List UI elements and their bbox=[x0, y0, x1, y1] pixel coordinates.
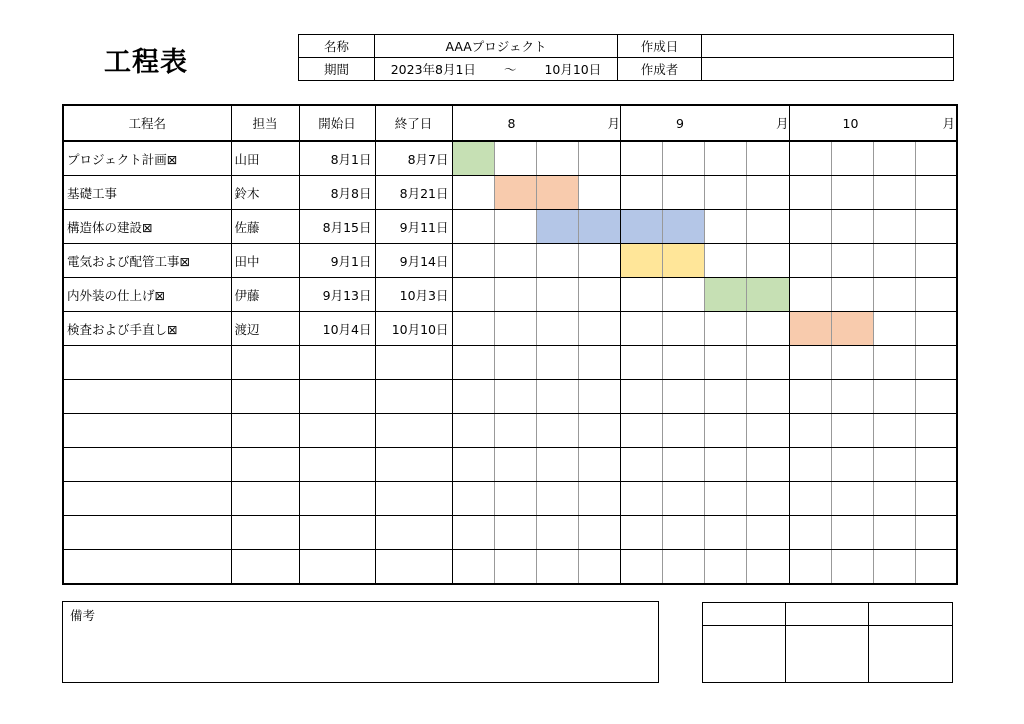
gantt-cell[interactable] bbox=[494, 278, 536, 312]
name-value[interactable]: AAAプロジェクト bbox=[375, 35, 618, 58]
schedule-row bbox=[63, 380, 957, 414]
end-date-cell[interactable] bbox=[375, 448, 452, 482]
gantt-cell[interactable] bbox=[452, 278, 494, 312]
gantt-cell[interactable] bbox=[705, 176, 747, 210]
gantt-cell[interactable] bbox=[831, 346, 873, 380]
gantt-cell[interactable] bbox=[747, 244, 789, 278]
gantt-cell[interactable] bbox=[747, 312, 789, 346]
gantt-cell[interactable] bbox=[536, 312, 578, 346]
gantt-cell[interactable] bbox=[536, 448, 578, 482]
gantt-bar-cell[interactable] bbox=[831, 312, 873, 346]
gantt-cell[interactable] bbox=[663, 312, 705, 346]
task-name-cell[interactable] bbox=[63, 482, 231, 516]
gantt-cell[interactable] bbox=[705, 380, 747, 414]
stamp-header-cell[interactable] bbox=[869, 603, 953, 626]
gantt-cell[interactable] bbox=[536, 414, 578, 448]
gantt-cell[interactable] bbox=[789, 210, 831, 244]
notes-box[interactable] bbox=[62, 601, 659, 683]
gantt-cell[interactable] bbox=[621, 516, 663, 550]
gantt-cell[interactable] bbox=[705, 516, 747, 550]
gantt-cell[interactable] bbox=[494, 312, 536, 346]
gantt-cell[interactable] bbox=[663, 278, 705, 312]
end-date-cell[interactable] bbox=[375, 516, 452, 550]
gantt-cell[interactable] bbox=[873, 278, 915, 312]
gantt-cell[interactable] bbox=[831, 414, 873, 448]
gantt-cell[interactable] bbox=[915, 210, 957, 244]
gantt-cell[interactable] bbox=[452, 176, 494, 210]
gantt-cell[interactable] bbox=[494, 346, 536, 380]
gantt-bar-cell[interactable] bbox=[663, 210, 705, 244]
start-date-cell[interactable]: 10月4日 bbox=[299, 312, 375, 346]
gantt-cell[interactable] bbox=[621, 380, 663, 414]
schedule-row bbox=[63, 346, 957, 380]
gantt-cell[interactable] bbox=[873, 210, 915, 244]
task-name-cell[interactable] bbox=[63, 516, 231, 550]
gantt-cell[interactable] bbox=[873, 176, 915, 210]
end-date-cell[interactable]: 10月10日 bbox=[375, 312, 452, 346]
gantt-cell[interactable] bbox=[915, 448, 957, 482]
task-name-cell[interactable]: 電気および配管工事⊠ bbox=[63, 244, 231, 278]
stamp-header-cell[interactable] bbox=[703, 603, 786, 626]
gantt-cell[interactable] bbox=[831, 176, 873, 210]
gantt-cell[interactable] bbox=[789, 550, 831, 585]
gantt-cell[interactable] bbox=[452, 210, 494, 244]
gantt-cell[interactable] bbox=[494, 380, 536, 414]
gantt-cell[interactable] bbox=[915, 482, 957, 516]
gantt-cell[interactable] bbox=[873, 448, 915, 482]
gantt-bar-cell[interactable] bbox=[536, 176, 578, 210]
header-task: 工程名 bbox=[63, 105, 231, 141]
gantt-cell[interactable] bbox=[705, 210, 747, 244]
gantt-cell[interactable] bbox=[494, 448, 536, 482]
gantt-bar-cell[interactable] bbox=[578, 210, 620, 244]
gantt-cell[interactable] bbox=[747, 414, 789, 448]
gantt-cell[interactable] bbox=[831, 141, 873, 176]
gantt-cell[interactable] bbox=[705, 414, 747, 448]
month-unit: 月 bbox=[942, 116, 956, 131]
gantt-cell[interactable] bbox=[578, 176, 620, 210]
schedule-row bbox=[63, 210, 957, 244]
gantt-cell[interactable] bbox=[915, 414, 957, 448]
gantt-cell[interactable] bbox=[705, 346, 747, 380]
gantt-cell[interactable] bbox=[915, 516, 957, 550]
gantt-cell[interactable] bbox=[705, 448, 747, 482]
end-date-cell[interactable]: 10月3日 bbox=[375, 278, 452, 312]
gantt-cell[interactable] bbox=[578, 482, 620, 516]
task-name-cell[interactable]: 構造体の建設⊠ bbox=[63, 210, 231, 244]
gantt-cell[interactable] bbox=[831, 448, 873, 482]
gantt-cell[interactable] bbox=[494, 210, 536, 244]
gantt-cell[interactable] bbox=[452, 380, 494, 414]
start-date-cell[interactable]: 9月1日 bbox=[299, 244, 375, 278]
gantt-cell[interactable] bbox=[747, 448, 789, 482]
gantt-cell[interactable] bbox=[621, 312, 663, 346]
schedule-row bbox=[63, 516, 957, 550]
month-number: 9 bbox=[676, 116, 684, 131]
gantt-cell[interactable] bbox=[536, 244, 578, 278]
gantt-cell[interactable] bbox=[452, 448, 494, 482]
gantt-cell[interactable] bbox=[747, 346, 789, 380]
project-info-table bbox=[298, 34, 954, 81]
gantt-cell[interactable] bbox=[621, 482, 663, 516]
owner-cell[interactable] bbox=[231, 482, 299, 516]
gantt-cell[interactable] bbox=[536, 482, 578, 516]
gantt-cell[interactable] bbox=[536, 141, 578, 176]
gantt-cell[interactable] bbox=[747, 210, 789, 244]
gantt-cell[interactable] bbox=[789, 244, 831, 278]
stamp-header-cell[interactable] bbox=[786, 603, 869, 626]
gantt-cell[interactable] bbox=[915, 278, 957, 312]
owner-cell[interactable] bbox=[231, 380, 299, 414]
schedule-table bbox=[62, 104, 958, 585]
gantt-cell[interactable] bbox=[789, 482, 831, 516]
gantt-cell[interactable] bbox=[915, 346, 957, 380]
start-date-cell[interactable] bbox=[299, 516, 375, 550]
owner-cell[interactable]: 田中 bbox=[231, 244, 299, 278]
gantt-cell[interactable] bbox=[578, 346, 620, 380]
gantt-cell[interactable] bbox=[663, 176, 705, 210]
header-owner: 担当 bbox=[231, 105, 299, 141]
end-date-cell[interactable] bbox=[375, 414, 452, 448]
gantt-cell[interactable] bbox=[536, 278, 578, 312]
name-label: 名称 bbox=[299, 35, 375, 58]
gantt-cell[interactable] bbox=[494, 244, 536, 278]
gantt-cell[interactable] bbox=[705, 550, 747, 585]
schedule-row bbox=[63, 482, 957, 516]
gantt-cell[interactable] bbox=[915, 550, 957, 585]
gantt-cell[interactable] bbox=[663, 482, 705, 516]
gantt-cell[interactable] bbox=[621, 141, 663, 176]
start-date-cell[interactable]: 8月15日 bbox=[299, 210, 375, 244]
schedule-row bbox=[63, 176, 957, 210]
gantt-cell[interactable] bbox=[452, 482, 494, 516]
owner-cell[interactable] bbox=[231, 550, 299, 585]
gantt-cell[interactable] bbox=[705, 312, 747, 346]
gantt-cell[interactable] bbox=[578, 244, 620, 278]
gantt-cell[interactable] bbox=[578, 278, 620, 312]
gantt-cell[interactable] bbox=[452, 550, 494, 585]
gantt-cell[interactable] bbox=[494, 141, 536, 176]
end-date-cell[interactable] bbox=[375, 346, 452, 380]
gantt-bar-cell[interactable] bbox=[705, 278, 747, 312]
author-value[interactable] bbox=[702, 58, 954, 81]
gantt-cell[interactable] bbox=[747, 550, 789, 585]
end-date-cell[interactable]: 9月11日 bbox=[375, 210, 452, 244]
schedule-row bbox=[63, 244, 957, 278]
start-date-cell[interactable] bbox=[299, 482, 375, 516]
gantt-cell[interactable] bbox=[789, 448, 831, 482]
gantt-cell[interactable] bbox=[831, 516, 873, 550]
gantt-cell[interactable] bbox=[831, 550, 873, 585]
task-name-cell[interactable] bbox=[63, 346, 231, 380]
period-end: 10月10日 bbox=[544, 62, 602, 77]
gantt-cell[interactable] bbox=[578, 312, 620, 346]
gantt-cell[interactable] bbox=[831, 210, 873, 244]
schedule-row bbox=[63, 141, 957, 176]
gantt-cell[interactable] bbox=[747, 141, 789, 176]
gantt-cell[interactable] bbox=[747, 380, 789, 414]
start-date-cell[interactable]: 8月1日 bbox=[299, 141, 375, 176]
owner-cell[interactable] bbox=[231, 346, 299, 380]
gantt-cell[interactable] bbox=[789, 346, 831, 380]
gantt-cell[interactable] bbox=[663, 448, 705, 482]
gantt-cell[interactable] bbox=[915, 176, 957, 210]
gantt-cell[interactable] bbox=[494, 414, 536, 448]
gantt-cell[interactable] bbox=[873, 482, 915, 516]
start-date-cell[interactable] bbox=[299, 346, 375, 380]
gantt-cell[interactable] bbox=[831, 278, 873, 312]
gantt-cell[interactable] bbox=[578, 141, 620, 176]
gantt-cell[interactable] bbox=[705, 141, 747, 176]
gantt-cell[interactable] bbox=[452, 312, 494, 346]
owner-cell[interactable] bbox=[231, 414, 299, 448]
start-date-cell[interactable]: 8月8日 bbox=[299, 176, 375, 210]
gantt-cell[interactable] bbox=[621, 346, 663, 380]
gantt-cell[interactable] bbox=[621, 448, 663, 482]
month-header-oct bbox=[789, 105, 957, 141]
owner-cell[interactable] bbox=[231, 516, 299, 550]
start-date-cell[interactable] bbox=[299, 414, 375, 448]
gantt-cell[interactable] bbox=[789, 516, 831, 550]
gantt-cell[interactable] bbox=[578, 448, 620, 482]
gantt-cell[interactable] bbox=[494, 516, 536, 550]
gantt-cell[interactable] bbox=[915, 312, 957, 346]
stamp-cell[interactable] bbox=[703, 626, 786, 683]
month-number: 8 bbox=[507, 116, 516, 131]
gantt-bar-cell[interactable] bbox=[789, 312, 831, 346]
gantt-cell[interactable] bbox=[536, 516, 578, 550]
gantt-cell[interactable] bbox=[789, 414, 831, 448]
gantt-cell[interactable] bbox=[873, 380, 915, 414]
period-separator: ～ bbox=[503, 62, 517, 77]
notes-label: 備考 bbox=[70, 608, 96, 623]
owner-cell[interactable]: 渡辺 bbox=[231, 312, 299, 346]
gantt-cell[interactable] bbox=[831, 380, 873, 414]
task-name-cell[interactable]: プロジェクト計画⊠ bbox=[63, 141, 231, 176]
gantt-cell[interactable] bbox=[873, 141, 915, 176]
gantt-cell[interactable] bbox=[915, 141, 957, 176]
owner-cell[interactable] bbox=[231, 448, 299, 482]
end-date-cell[interactable] bbox=[375, 380, 452, 414]
gantt-bar-cell[interactable] bbox=[663, 244, 705, 278]
gantt-cell[interactable] bbox=[789, 141, 831, 176]
gantt-cell[interactable] bbox=[663, 380, 705, 414]
gantt-cell[interactable] bbox=[789, 278, 831, 312]
schedule-row bbox=[63, 448, 957, 482]
gantt-cell[interactable] bbox=[663, 141, 705, 176]
start-date-cell[interactable] bbox=[299, 448, 375, 482]
task-name-cell[interactable]: 基礎工事 bbox=[63, 176, 231, 210]
gantt-cell[interactable] bbox=[452, 346, 494, 380]
gantt-cell[interactable] bbox=[789, 380, 831, 414]
stamp-cell[interactable] bbox=[869, 626, 953, 683]
gantt-cell[interactable] bbox=[578, 516, 620, 550]
gantt-cell[interactable] bbox=[621, 278, 663, 312]
header-end: 終了日 bbox=[375, 105, 452, 141]
month-header-aug bbox=[452, 105, 621, 141]
gantt-cell[interactable] bbox=[621, 176, 663, 210]
schedule-row bbox=[63, 312, 957, 346]
task-name-cell[interactable]: 検査および手直し⊠ bbox=[63, 312, 231, 346]
gantt-cell[interactable] bbox=[831, 482, 873, 516]
gantt-cell[interactable] bbox=[915, 244, 957, 278]
gantt-cell[interactable] bbox=[663, 346, 705, 380]
gantt-cell[interactable] bbox=[747, 482, 789, 516]
gantt-cell[interactable] bbox=[452, 516, 494, 550]
gantt-bar-cell[interactable] bbox=[452, 141, 494, 176]
month-unit: 月 bbox=[776, 116, 789, 131]
gantt-cell[interactable] bbox=[536, 380, 578, 414]
gantt-cell[interactable] bbox=[578, 550, 620, 585]
gantt-cell[interactable] bbox=[831, 244, 873, 278]
owner-cell[interactable]: 山田 bbox=[231, 141, 299, 176]
gantt-cell[interactable] bbox=[915, 380, 957, 414]
approval-stamp-table bbox=[702, 602, 953, 683]
gantt-bar-cell[interactable] bbox=[536, 210, 578, 244]
end-date-cell[interactable]: 8月21日 bbox=[375, 176, 452, 210]
start-date-cell[interactable]: 9月13日 bbox=[299, 278, 375, 312]
page-title: 工程表 bbox=[104, 47, 188, 78]
gantt-cell[interactable] bbox=[452, 244, 494, 278]
task-name-cell[interactable] bbox=[63, 448, 231, 482]
schedule-row bbox=[63, 550, 957, 585]
period-label: 期間 bbox=[299, 58, 375, 81]
end-date-cell[interactable] bbox=[375, 482, 452, 516]
start-date-cell[interactable] bbox=[299, 380, 375, 414]
gantt-cell[interactable] bbox=[536, 550, 578, 585]
month-header-sep bbox=[621, 105, 790, 141]
gantt-bar-cell[interactable] bbox=[747, 278, 789, 312]
gantt-cell[interactable] bbox=[873, 312, 915, 346]
month-unit: 月 bbox=[607, 116, 621, 131]
schedule-header-row bbox=[63, 105, 957, 141]
end-date-cell[interactable] bbox=[375, 550, 452, 585]
gantt-bar-cell[interactable] bbox=[621, 244, 663, 278]
gantt-cell[interactable] bbox=[621, 550, 663, 585]
gantt-cell[interactable] bbox=[663, 516, 705, 550]
period-start: 2023年8月1日 bbox=[390, 62, 476, 77]
gantt-cell[interactable] bbox=[789, 176, 831, 210]
gantt-cell[interactable] bbox=[873, 346, 915, 380]
created-date-value[interactable] bbox=[702, 35, 954, 58]
gantt-cell[interactable] bbox=[663, 414, 705, 448]
header-start: 開始日 bbox=[299, 105, 375, 141]
end-date-cell[interactable]: 8月7日 bbox=[375, 141, 452, 176]
gantt-cell[interactable] bbox=[578, 414, 620, 448]
gantt-cell[interactable] bbox=[494, 482, 536, 516]
schedule-row bbox=[63, 278, 957, 312]
task-name-cell[interactable] bbox=[63, 550, 231, 585]
gantt-cell[interactable] bbox=[747, 516, 789, 550]
task-name-cell[interactable] bbox=[63, 414, 231, 448]
owner-cell[interactable]: 伊藤 bbox=[231, 278, 299, 312]
schedule-row bbox=[63, 414, 957, 448]
gantt-cell[interactable] bbox=[747, 176, 789, 210]
stamp-cell[interactable] bbox=[786, 626, 869, 683]
start-date-cell[interactable] bbox=[299, 550, 375, 585]
gantt-cell[interactable] bbox=[536, 346, 578, 380]
gantt-bar-cell[interactable] bbox=[494, 176, 536, 210]
owner-cell[interactable]: 鈴木 bbox=[231, 176, 299, 210]
gantt-cell[interactable] bbox=[705, 482, 747, 516]
gantt-cell[interactable] bbox=[621, 414, 663, 448]
owner-cell[interactable]: 佐藤 bbox=[231, 210, 299, 244]
end-date-cell[interactable]: 9月14日 bbox=[375, 244, 452, 278]
gantt-cell[interactable] bbox=[705, 244, 747, 278]
gantt-cell[interactable] bbox=[873, 516, 915, 550]
task-name-cell[interactable]: 内外装の仕上げ⊠ bbox=[63, 278, 231, 312]
gantt-cell[interactable] bbox=[578, 380, 620, 414]
created-date-label: 作成日 bbox=[618, 35, 702, 58]
gantt-cell[interactable] bbox=[873, 550, 915, 585]
task-name-cell[interactable] bbox=[63, 380, 231, 414]
gantt-cell[interactable] bbox=[663, 550, 705, 585]
gantt-cell[interactable] bbox=[494, 550, 536, 585]
month-number: 10 bbox=[842, 116, 859, 131]
gantt-cell[interactable] bbox=[873, 244, 915, 278]
gantt-cell[interactable] bbox=[452, 414, 494, 448]
gantt-cell[interactable] bbox=[873, 414, 915, 448]
period-value[interactable] bbox=[375, 58, 618, 81]
author-label: 作成者 bbox=[618, 58, 702, 81]
gantt-bar-cell[interactable] bbox=[621, 210, 663, 244]
